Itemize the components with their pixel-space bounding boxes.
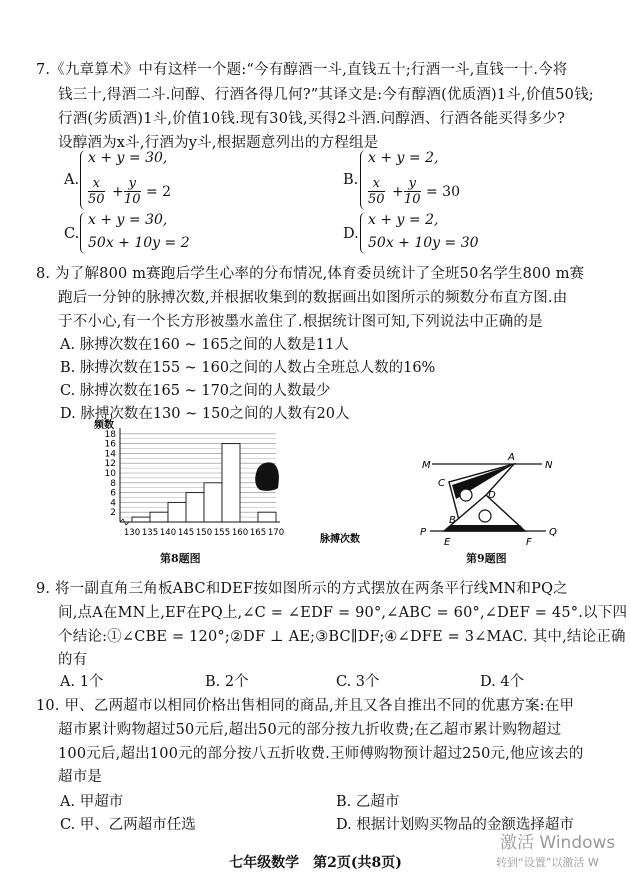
label-q: Q xyxy=(549,527,557,538)
option-label: C. xyxy=(64,226,80,242)
page-footer: 七年级数学 第2页(共8页) xyxy=(229,855,402,871)
y-tick-label: 2 xyxy=(110,508,116,519)
fraction-x-50 xyxy=(88,176,105,207)
q9-line-3: 个结论:①∠CBE = 120°;②DF ⊥ AE;③BC∥DF;④∠DFE = 3∠MAC. 其中,结论正确 xyxy=(58,629,626,645)
plus-sign: + xyxy=(112,184,124,200)
ink-blot xyxy=(255,462,279,490)
histogram-bar xyxy=(132,517,150,522)
q10-line-2: 超市累计购物超过50元后,超出50元的部分按九折收费;在乙超市累计购物超过 xyxy=(58,722,562,738)
x-tick-label: 150 xyxy=(195,528,213,538)
q10-line-3: 100元后,超出100元的部分按八五折收费.王师傅购物预计超过250元,他应该去的 xyxy=(58,746,584,762)
figure-9-diagram xyxy=(418,452,588,552)
q7-line-1: 7.《九章算术》中有这样一个题:“今有醇酒一斗,直钱五十;行酒一斗,直钱一十.今将 xyxy=(36,62,568,78)
x-tick-label: 165 xyxy=(249,528,267,538)
x-tick-label: 135 xyxy=(141,528,159,538)
equation-2: 50x + 10y = 30 xyxy=(368,235,479,251)
label-f: F xyxy=(526,537,532,548)
brace xyxy=(360,150,367,210)
equation-1: x + y = 30, xyxy=(88,212,168,228)
figure-9-caption: 第9题图 xyxy=(466,552,507,565)
label-n: N xyxy=(545,460,553,471)
q10-option-a: A. 甲超市 xyxy=(60,794,124,810)
q8-line-2: 跑后一分钟的脉搏次数,并根据收集到的数据画出如图所示的频数分布直方图.由 xyxy=(58,290,568,306)
numerator: y xyxy=(124,176,141,192)
q8-option-b: B. 脉搏次数在155 ~ 160之间的人数占全班总人数的16% xyxy=(60,360,436,376)
q10-option-d: D. 根据计划购买物品的金额选择超市 xyxy=(336,817,574,833)
q7-line-2: 钱三十,得酒二斗.问醇、行酒各得几何?”其译文是:今有醇酒(优质酒)1斗,价值50钱; xyxy=(58,87,594,103)
q8-option-d: D. 脉搏次数在130 ~ 150之间的人数有20人 xyxy=(60,406,350,422)
x-tick-label: 170 xyxy=(267,528,285,538)
q9-line-4: 的有 xyxy=(58,652,88,668)
fraction-y-10 xyxy=(124,176,141,207)
denominator: 10 xyxy=(124,192,141,207)
x-tick-label: 145 xyxy=(177,528,195,538)
label-c: C xyxy=(438,478,445,489)
numerator: x xyxy=(368,176,385,192)
q9-option-a: A. 1个 xyxy=(60,674,104,690)
denominator: 50 xyxy=(88,192,105,207)
q9-line-1: 9. 将一副直角三角板ABC和DEF按如图所示的方式摆放在两条平行线MN和PQ之 xyxy=(36,581,568,597)
q10-line-4: 超市是 xyxy=(58,769,103,785)
equation-1: x + y = 30, xyxy=(88,150,168,166)
histogram-chart xyxy=(84,418,384,546)
option-label: B. xyxy=(343,172,359,188)
histogram-bar xyxy=(222,444,240,522)
y-tick-label: 10 xyxy=(104,469,116,479)
fraction-x-50 xyxy=(368,176,385,207)
figure-8-caption: 第8题图 xyxy=(160,552,201,565)
q8-option-a: A. 脉搏次数在160 ~ 165之间的人数是11人 xyxy=(60,337,349,353)
equation-2: 50x + 10y = 2 xyxy=(88,235,190,251)
equation-rhs: = 30 xyxy=(426,184,460,200)
y-tick-label: 4 xyxy=(110,498,116,509)
y-tick-label: 12 xyxy=(104,459,116,470)
x-tick-label: 160 xyxy=(231,528,249,538)
y-tick-label: 8 xyxy=(110,478,116,489)
activate-windows-title: 激活 Windows xyxy=(500,833,616,853)
q9-option-c: C. 3个 xyxy=(336,674,380,690)
label-m: M xyxy=(422,460,431,471)
q10-option-c: C. 甲、乙两超市任选 xyxy=(60,817,196,833)
histogram-bar xyxy=(168,502,186,522)
equation-1: x + y = 2, xyxy=(368,212,439,228)
y-tick-label: 14 xyxy=(104,449,116,460)
triangle-def-thick-edge xyxy=(444,525,525,531)
plus-sign: + xyxy=(392,184,404,200)
label-p: P xyxy=(420,527,427,538)
x-tick-label: 140 xyxy=(159,528,177,538)
q7-line-3: 行酒(劣质酒)1斗,价值10钱.现有30钱,买得2斗酒.问醇酒、行酒各能买得多少? xyxy=(58,111,566,127)
triangle-abc-hole xyxy=(460,489,472,501)
option-label: A. xyxy=(64,172,80,188)
histogram-bar xyxy=(204,483,222,522)
x-tick-label: 130 xyxy=(123,528,141,538)
label-b: B xyxy=(449,515,456,526)
label-a: A xyxy=(508,452,515,463)
activate-windows-subtitle: 转到“设置”以激活 W xyxy=(496,856,599,869)
x-tick-label: 155 xyxy=(213,528,231,538)
y-tick-label: 18 xyxy=(104,429,116,440)
q8-line-3: 于不小心,有一个长方形被墨水盖住了.根据统计图可知,下列说法中正确的是 xyxy=(58,314,543,330)
q9-option-d: D. 4个 xyxy=(480,674,525,690)
equation-rhs: = 2 xyxy=(146,184,172,200)
y-tick-label: 16 xyxy=(104,439,116,450)
triangle-def-hole xyxy=(479,510,491,522)
y-axis-label: 频数 xyxy=(94,420,114,431)
option-label: D. xyxy=(343,226,359,242)
x-axis-label: 脉搏次数 xyxy=(320,534,360,545)
q10-option-b: B. 乙超市 xyxy=(336,794,400,810)
brace xyxy=(360,212,367,254)
numerator: x xyxy=(88,176,105,192)
histogram-bar xyxy=(186,493,204,522)
histogram-bar xyxy=(258,512,276,522)
numerator: y xyxy=(404,176,421,192)
histogram-x-ticks xyxy=(124,528,284,538)
label-e: E xyxy=(444,537,451,548)
q7-line-4: 设醇酒为x斗,行酒为y斗,根据题意列出的方程组是 xyxy=(58,135,379,151)
q8-line-1: 8. 为了解800 m赛跑后学生心率的分布情况,体育委员统计了全班50名学生800 m赛 xyxy=(36,266,585,282)
q8-option-c: C. 脉搏次数在165 ~ 170之间的人数最少 xyxy=(60,383,331,399)
q10-line-1: 10. 甲、乙两超市以相同价格出售相同的商品,并且又各自推出不同的优惠方案:在甲 xyxy=(36,698,575,714)
brace xyxy=(80,150,87,210)
equation-1: x + y = 2, xyxy=(368,150,439,166)
histogram-y-ticks xyxy=(105,430,117,518)
y-tick-label: 6 xyxy=(110,488,116,499)
denominator: 10 xyxy=(404,192,421,207)
label-d: D xyxy=(488,490,496,501)
q9-line-2: 间,点A在MN上,EF在PQ上,∠C = ∠EDF = 90°,∠ABC = 60°,∠DEF = 45°.以下四 xyxy=(58,605,628,621)
histogram-bar xyxy=(150,512,168,522)
brace xyxy=(80,212,87,254)
q9-option-b: B. 2个 xyxy=(205,674,249,690)
denominator: 50 xyxy=(368,192,385,207)
fraction-y-10 xyxy=(404,176,421,207)
